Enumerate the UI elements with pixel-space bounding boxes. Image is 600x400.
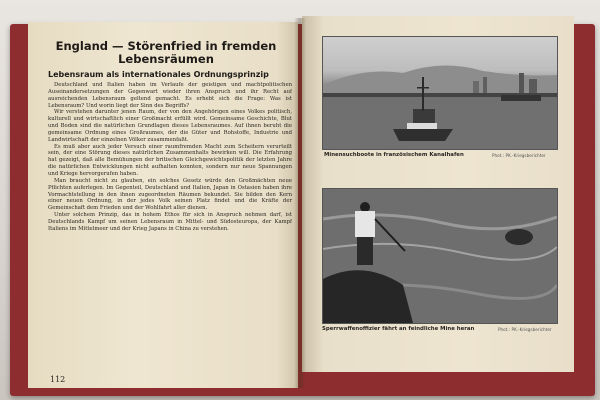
harbor-photo [322, 36, 558, 150]
paragraph: Man braucht nicht zu glauben, ein solches Gesetz würde den Großmächten neue Pflichten auferlegen. Im Gegenteil, Deutschland und Italien, Japan in Ostasien haben ihre Vormachtstellung in den ihnen zugeordneten Räumen bekundet. Sie bilden den Kern einer neuen Ordnung, in der jedes Volk seinen Platz findet und die Kräfte der Gemeinschaft dem Frieden und der Wohlfahrt aller dienen. [48, 177, 292, 212]
paragraph: Es muß aber auch jeder Versuch einer raumfremden Macht zum Scheitern verurteilt sein, der eine Störung dieses natürlichen Zusammenhalts bewirken will. Die Erfahrung hat gezeigt, daß alle Bemühungen der britischen Gleichgewichtspolitik der letzten Jahre die natürlichen Entwicklungen nicht aufhalten konnten, sondern nur neue Spannungen und Kriege hervorgerufen haben. [48, 143, 292, 177]
photo-caption: Sperrwaffenoffizier fährt an feindliche Mine heran [322, 326, 475, 332]
right-page [302, 16, 574, 372]
left-page [28, 22, 298, 388]
chapter-heading: England — Störenfried in fremden Lebensräumen [55, 39, 277, 66]
body-text [48, 82, 292, 374]
photo-caption: Minensuchboote in französischem Kanalhafen [324, 152, 464, 158]
paragraph: Wir verstehen darunter jenen Raum, der von den Angehörigen eines Volkes politisch, kulturell und wirtschaftlich einer Großmacht erfüllt wird. Gemeinsame Geschichte, Blut und Boden sind die natürlichen Grundlagen dieses Lebensraumes. Auf ihnen beruht die gemeinsame Ordnung eines Großraumes, der die Güter und Rohstoffe, Industrie und Landwirtschaft der einzelnen Völker zusammenfaßt. [48, 109, 292, 143]
paragraph: Deutschland und Italien haben im Verlaufe der geistigen und machtpolitischen Auseinandersetzungen der Gegenwart wieder ihren Anspruch und ihr Recht auf ausreichenden Lebensraum geltend gemacht. Es erhebt sich die Frage: Was ist Lebensraum? Und worin liegt der Sinn des Begriffs? [48, 82, 292, 109]
paragraph: Unter solchem Prinzip, das in hohem Ethos für sich in Anspruch nehmen darf, ist Deutschlands Kampf um seinen Lebensraum in Mittel- und Südosteuropa, der Kampf Italiens im Mittelmeer und der Krieg Japans in China zu verstehen. [48, 212, 292, 232]
page-number: 112 [50, 375, 66, 384]
photo-credit: Phot.: PK.-Kriegsberichter [492, 153, 546, 158]
book-gutter-shadow [294, 18, 306, 388]
section-subheading: Lebensraum als internationales Ordnungsprinzip [48, 70, 269, 79]
harbor-photo-image [323, 37, 557, 149]
photo-credit: Phot.: PK.-Kriegsberichter [498, 327, 552, 332]
mine-photo-image [323, 189, 557, 323]
mine-photo [322, 188, 558, 324]
